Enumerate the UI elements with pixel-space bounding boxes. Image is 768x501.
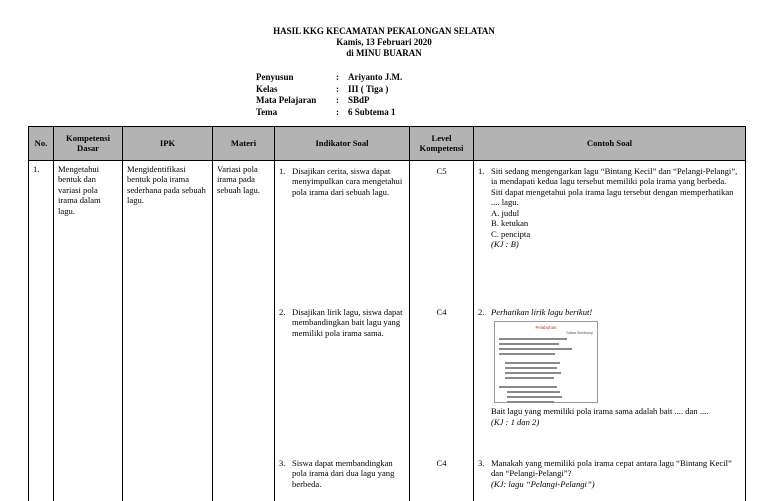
poem-line xyxy=(499,338,567,340)
indikator-item-2: 2. Disajikan lirik lagu, siswa dapat membandingkan bait lagu yang memiliki pola irama sama. xyxy=(279,307,403,338)
cell-contoh-soal xyxy=(474,161,746,501)
level-item-1: C5 xyxy=(436,166,447,176)
cell-indikator-soal xyxy=(275,161,410,501)
question-2-key: (KJ : 1 dan 2) xyxy=(491,416,540,427)
cell-ipk: Mengidentifikasi bentuk pola irama sederhana pada sebuah lagu. xyxy=(123,161,213,501)
poem-line xyxy=(507,391,560,393)
meta-row-mapel: Mata Pelajaran : SBdP xyxy=(256,95,370,106)
poem-subtitle: Sabar Sembunyi xyxy=(566,330,593,335)
table-header-row xyxy=(29,127,746,161)
header-level-kompetensi: Level Kompetensi xyxy=(410,127,474,161)
question-1-option-c: C. pencipta xyxy=(491,228,531,239)
question-2: 2. Perhatikan lirik lagu berikut! Pelabuhan Sabar Sembunyi Bait lagu yang memiliki pola irama sama adalah bait .... dan .... (KJ : 1 dan 2) xyxy=(478,307,741,427)
question-3-key: (KJ: lagu “Pelangi-Pelangi”) xyxy=(491,478,595,489)
question-1-text2: Siti dapat mengetahui pola irama lagu tersebut dengan memperhatikan .... lagu. xyxy=(491,186,734,208)
question-2-answer-text: Bait lagu yang memiliki pola irama sama adalah bait .... dan .... xyxy=(491,406,709,417)
header-location: di MINU BUARAN xyxy=(346,47,422,58)
kisi-kisi-table xyxy=(28,126,746,501)
header-contoh-soal: Contoh Soal xyxy=(474,127,746,161)
cell-kompetensi-dasar: Mengetahui bentuk dan variasi pola irama dalam lagu. xyxy=(54,161,123,501)
question-1-key: (KJ : B) xyxy=(491,239,519,250)
poem-line xyxy=(505,367,557,369)
meta-info xyxy=(256,72,402,118)
question-3-text: Manakah yang memiliki pola irama cepat antara lagu “Bintang Kecil” dan “Pelangi-Pelangi”? xyxy=(491,458,732,479)
header-materi: Materi xyxy=(213,127,275,161)
meta-row-tema: Tema : 6 Subtema 1 xyxy=(256,106,396,117)
table-row xyxy=(29,161,746,501)
level-item-3: C4 xyxy=(436,458,447,468)
meta-row-kelas: Kelas : III ( Tiga ) xyxy=(256,83,389,94)
poem-line xyxy=(499,386,557,388)
level-item-2: C4 xyxy=(436,307,447,317)
document-header xyxy=(0,26,768,58)
poem-line xyxy=(499,343,559,345)
poem-title: Pelabuhan xyxy=(535,325,557,331)
question-3: 3. Manakah yang memiliki pola irama cepat antara lagu “Bintang Kecil” dan “Pelangi-Pelangi”? (KJ: lagu “Pelangi-Pelangi”) xyxy=(478,458,741,489)
poem-line xyxy=(505,362,560,364)
header-date: Kamis, 13 Februari 2020 xyxy=(336,36,432,47)
header-title: HASIL KKG KECAMATAN PEKALONGAN SELATAN xyxy=(273,26,495,36)
poem-line xyxy=(499,348,572,350)
cell-materi: Variasi pola irama pada sebuah lagu. xyxy=(213,161,275,501)
poem-image xyxy=(494,321,598,403)
question-1-option-a: A. judul xyxy=(491,207,520,218)
poem-line xyxy=(507,396,562,398)
cell-level-kompetensi xyxy=(410,161,474,501)
question-2-prompt: Perhatikan lirik lagu berikut! xyxy=(491,307,593,317)
cell-no: 1. xyxy=(29,161,54,501)
meta-row-penyusun: Penyusun : Ariyanto J.M. xyxy=(256,72,403,82)
indikator-item-1: 1. Disajikan cerita, siswa dapat menyimpulkan cara mengetahui pola irama dari sebuah lagu. xyxy=(279,166,403,197)
header-no: No. xyxy=(29,127,54,161)
header-ipk: IPK xyxy=(123,127,213,161)
poem-line xyxy=(505,372,561,374)
header-indikator-soal: Indikator Soal xyxy=(275,127,410,161)
question-1-option-b: B. ketukan xyxy=(491,218,529,229)
question-1-text: Siti sedang mengengarkan lagu “Bintang Kecil” dan “Pelangi-Pelangi”, ia mendapati kedua lagu tersebut memiliki pola irama yang berbeda. xyxy=(491,166,738,187)
indikator-item-3: 3. Siswa dapat membandingkan pola irama dari dua lagu yang berbeda. xyxy=(279,458,395,489)
question-1: 1. Siti sedang mengengarkan lagu “Bintang Kecil” dan “Pelangi-Pelangi”, ia mendapati kedua lagu tersebut memiliki pola irama yang berbeda. Siti dapat mengetahui pola irama lagu tersebut dengan memperhatikan .... lagu. A. judul B. ketukan C. pencipta (KJ : B) xyxy=(478,166,741,250)
header-kompetensi-dasar: Kompetensi Dasar xyxy=(54,127,123,161)
poem-line xyxy=(507,401,554,403)
